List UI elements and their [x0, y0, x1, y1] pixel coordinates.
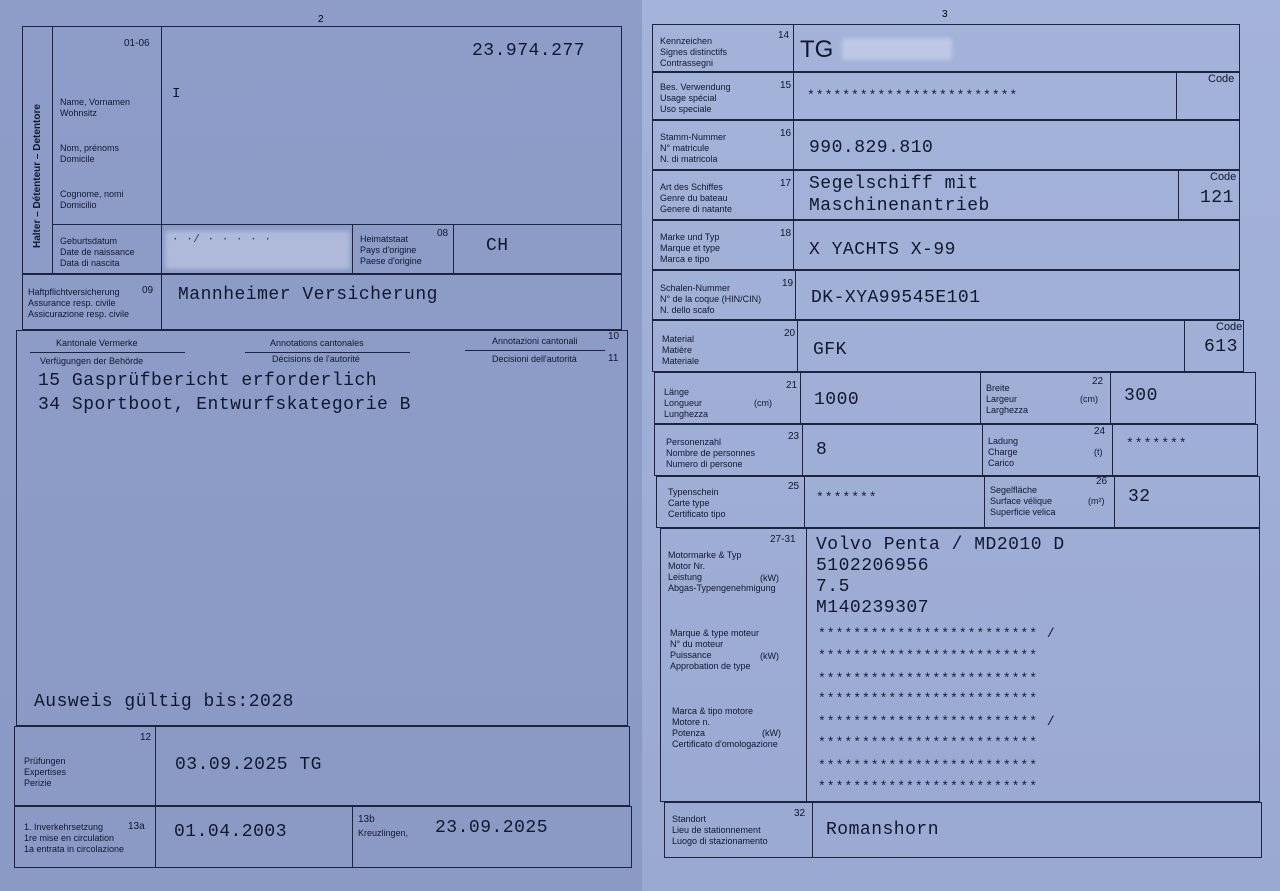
f19-num: 19: [782, 278, 794, 289]
f17-code-label: Code: [1210, 171, 1237, 183]
engine-divider: [806, 528, 807, 802]
authority-num: 11: [608, 353, 619, 364]
f20-code-label: Code: [1216, 321, 1243, 333]
f18-label-it: Marca e tipo: [660, 254, 710, 264]
f25-value: *******: [816, 490, 878, 505]
origin-value-divider: [453, 224, 454, 274]
f14-label-de: Kennzeichen: [660, 36, 713, 46]
f19-value: DK-XYA99545E101: [811, 288, 981, 308]
engine-power: 7.5: [816, 577, 850, 597]
origin-label-fr: Pays d'origine: [360, 245, 417, 255]
f25-num: 25: [788, 481, 800, 492]
domicilio-label: Domicilio: [60, 200, 97, 210]
field-18-divider: [793, 220, 794, 270]
cantonal-underline-fr: [245, 352, 410, 353]
f24-value: *******: [1126, 436, 1188, 451]
f14-redacted: [842, 38, 952, 60]
f21-num: 21: [786, 380, 798, 391]
f32-label-it: Luogo di stazionamento: [672, 836, 768, 846]
insurance-divider: [161, 274, 162, 330]
insurance-value: Mannheimer Versicherung: [178, 285, 438, 305]
f26-label-fr: Surface vélique: [990, 496, 1053, 506]
engine-label-it-power: Potenza: [672, 728, 706, 738]
authority-label-de: Verfügungen der Behörde: [40, 356, 144, 366]
f32-num: 32: [794, 808, 806, 819]
engine-label-it-approval: Certificato d'omologazione: [672, 739, 778, 749]
f17-code: 121: [1200, 188, 1234, 208]
f14-label-fr: Signes distinctifs: [660, 47, 728, 57]
f14-value: TG: [800, 36, 834, 63]
cantonal-label-de: Kantonale Vermerke: [56, 338, 138, 348]
f16-value: 990.829.810: [809, 138, 934, 158]
authority-label-it: Decisioni dell'autorità: [492, 354, 577, 364]
field-25-26-box: [656, 476, 1260, 528]
f16-label-fr: N° matricule: [660, 143, 710, 153]
cantonal-underline-de: [30, 352, 185, 353]
field-23-divider: [802, 424, 803, 476]
f26-label-de: Segelfläche: [990, 485, 1038, 495]
engine-stars-4: *************************: [818, 691, 1039, 706]
cantonal-label-fr: Annotations cantonales: [270, 338, 364, 348]
f24-label-de: Ladung: [988, 436, 1019, 446]
engine-label-de-number: Motor Nr.: [668, 561, 706, 571]
f15-value: ************************: [807, 88, 1019, 103]
field-26-label-divider: [984, 476, 985, 528]
holder-divider: [52, 26, 53, 274]
f20-num: 20: [784, 328, 796, 339]
f18-value: X YACHTS X-99: [809, 240, 956, 260]
engine-number: 5102206956: [816, 556, 930, 576]
inspection-label-fr: Expertises: [24, 767, 67, 777]
f17-value-line2: Maschinenantrieb: [809, 196, 990, 216]
f16-num: 16: [780, 128, 792, 139]
issue-num: 13b: [358, 814, 375, 825]
note-line-1: 15 Gasprüfbericht erforderlich: [38, 371, 378, 391]
field-26-divider: [1114, 476, 1115, 528]
field-22-divider: [1110, 372, 1111, 424]
insurance-label-de: Haftpflichtversicherung: [28, 287, 120, 297]
name-label-de: Name, Vornamen: [60, 97, 131, 107]
registration-number: 23.974.277: [472, 41, 586, 61]
name-label-residence: Wohnsitz: [60, 108, 97, 118]
field-15-code-divider: [1176, 72, 1177, 120]
f23-value: 8: [816, 440, 828, 460]
field-15-divider: [793, 72, 794, 120]
f19-label-fr: N° de la coque (HIN/CIN): [660, 294, 762, 304]
f32-label-de: Standort: [672, 814, 707, 824]
inspection-divider: [155, 726, 156, 806]
f22-label-it: Larghezza: [986, 405, 1029, 415]
field-20-divider: [797, 320, 798, 372]
engine-label-de-brand: Motormarke & Typ: [668, 550, 742, 560]
engine-label-it-number: Motore n.: [672, 717, 711, 727]
field-25-divider: [804, 476, 805, 528]
f21-unit: (cm): [754, 398, 772, 408]
f17-value-line1: Segelschiff mit: [809, 174, 979, 194]
f15-code-label: Code: [1208, 73, 1235, 85]
f20-label-de: Material: [662, 334, 695, 344]
field-32-divider: [812, 802, 813, 858]
f21-label-fr: Longueur: [664, 398, 703, 408]
f26-num: 26: [1096, 476, 1108, 487]
f32-value: Romanshorn: [826, 820, 940, 840]
f14-num: 14: [778, 30, 790, 41]
field-21-22-box: [654, 372, 1256, 424]
domicile-label: Domicile: [60, 154, 95, 164]
note-line-2: 34 Sportboot, Entwurfskategorie B: [38, 395, 411, 415]
birth-row-divider: [52, 224, 622, 225]
first-reg-label-it: 1a entrata in circolazione: [24, 844, 125, 854]
f14-label-it: Contrassegni: [660, 58, 714, 68]
validity-note: Ausweis gültig bis:2028: [34, 692, 294, 712]
first-reg-value: 01.04.2003: [174, 822, 288, 842]
origin-label-de: Heimatstaat: [360, 234, 409, 244]
engine-stars-8: *************************: [818, 779, 1039, 794]
inspection-value: 03.09.2025 TG: [175, 755, 322, 775]
f19-label-it: N. dello scafo: [660, 305, 715, 315]
field-21-divider: [800, 372, 801, 424]
holder-col-divider: [161, 26, 162, 274]
origin-value: CH: [486, 236, 509, 256]
f16-label-it: N. di matricola: [660, 154, 718, 164]
inspection-num: 12: [140, 732, 152, 743]
field-16-box: [652, 120, 1240, 170]
field-17-divider: [793, 170, 794, 220]
first-reg-divider: [155, 806, 156, 868]
f21-label-it: Lunghezza: [664, 409, 709, 419]
f15-label-it: Uso speciale: [660, 104, 712, 114]
inspection-label-de: Prüfungen: [24, 756, 66, 766]
first-reg-num: 13a: [128, 821, 145, 832]
engine-num: 27-31: [770, 534, 796, 545]
first-reg-label-de: 1. Inverkehrsetzung: [24, 822, 104, 832]
f23-num: 23: [788, 431, 800, 442]
birth-label-fr: Date de naissance: [60, 247, 135, 257]
issue-divider: [352, 806, 353, 868]
engine-unit-de: (kW): [760, 573, 779, 583]
f20-label-it: Materiale: [662, 356, 700, 366]
f17-label-fr: Genre du bateau: [660, 193, 728, 203]
engine-approval: M140239307: [816, 598, 930, 618]
engine-stars-2: *************************: [818, 648, 1039, 663]
f22-label-de: Breite: [986, 383, 1010, 393]
inspection-label-it: Perizie: [24, 778, 52, 788]
field-01-06-num: 01-06: [124, 38, 150, 49]
issue-place: Kreuzlingen,: [358, 828, 409, 838]
field-16-divider: [793, 120, 794, 170]
f22-label-fr: Largeur: [986, 394, 1018, 404]
engine-label-fr-approval: Approbation de type: [670, 661, 751, 671]
f26-value: 32: [1128, 487, 1151, 507]
f18-num: 18: [780, 228, 792, 239]
origin-label-it: Paese d'origine: [360, 256, 422, 266]
f25-label-it: Certificato tipo: [668, 509, 726, 519]
nom-label: Nom, prénoms: [60, 143, 120, 153]
field-22-label-divider: [980, 372, 981, 424]
engine-stars-5: ************************* /: [818, 714, 1056, 729]
cantonal-label-it: Annotazioni cantonali: [492, 336, 578, 346]
f17-label-de: Art des Schiffes: [660, 182, 723, 192]
insurance-label-fr: Assurance resp. civile: [28, 298, 116, 308]
insurance-label-it: Assicurazione resp. civile: [28, 309, 130, 319]
birth-label-it: Data di nascita: [60, 258, 120, 268]
f18-label-fr: Marque et type: [660, 243, 721, 253]
engine-stars-3: *************************: [818, 671, 1039, 686]
f24-unit: (t): [1094, 447, 1103, 457]
f26-unit: (m²): [1088, 496, 1105, 506]
f22-num: 22: [1092, 376, 1104, 387]
f19-label-de: Schalen-Nummer: [660, 283, 731, 293]
f25-label-fr: Carte type: [668, 498, 710, 508]
engine-label-fr-number: N° du moteur: [670, 639, 724, 649]
f15-label-de: Bes. Verwendung: [660, 82, 731, 92]
insurance-num: 09: [142, 285, 154, 296]
engine-label-fr-power: Puissance: [670, 650, 712, 660]
holder-name-initial: I: [172, 86, 181, 102]
f26-label-it: Superficie velica: [990, 507, 1056, 517]
f21-label-de: Länge: [664, 387, 690, 397]
f23-label-it: Numero di persone: [666, 459, 743, 469]
f24-num: 24: [1094, 426, 1106, 437]
field-20-code-divider: [1184, 320, 1185, 372]
page-number-right: 3: [942, 9, 948, 20]
f23-label-fr: Nombre de personnes: [666, 448, 756, 458]
f20-value: GFK: [813, 340, 847, 360]
authority-label-fr: Décisions de l'autorité: [272, 354, 360, 364]
f15-label-fr: Usage spécial: [660, 93, 717, 103]
f23-label-de: Personenzahl: [666, 437, 722, 447]
birth-date-value: · ·/ · · · · ·: [172, 234, 272, 246]
f17-label-it: Genere di natante: [660, 204, 733, 214]
field-24-label-divider: [982, 424, 983, 476]
origin-num: 08: [437, 228, 449, 239]
f22-unit: (cm): [1080, 394, 1098, 404]
engine-label-de-power: Leistung: [668, 572, 703, 582]
page-number-left: 2: [318, 14, 324, 25]
cognome-label: Cognome, nomi: [60, 189, 124, 199]
f32-label-fr: Lieu de stationnement: [672, 825, 761, 835]
engine-unit-it: (kW): [762, 728, 781, 738]
holder-vertical-label: Halter – Détenteur – Detentore: [32, 104, 43, 248]
field-19-divider: [795, 270, 796, 320]
field-20-box: [652, 320, 1244, 372]
f18-label-de: Marke und Typ: [660, 232, 720, 242]
f20-label-fr: Matière: [662, 345, 693, 355]
engine-stars-6: *************************: [818, 735, 1039, 750]
f16-label-de: Stamm-Nummer: [660, 132, 727, 142]
f21-value: 1000: [814, 390, 860, 410]
cantonal-underline-it: [465, 350, 605, 351]
f20-code: 613: [1204, 337, 1238, 357]
engine-brand-type: Volvo Penta / MD2010 D: [816, 535, 1065, 555]
birth-label-de: Geburtsdatum: [60, 236, 118, 246]
engine-stars-1: ************************* /: [818, 626, 1056, 641]
f22-value: 300: [1124, 386, 1158, 406]
f15-num: 15: [780, 80, 792, 91]
engine-label-de-approval: Abgas-Typengenehmigung: [668, 583, 776, 593]
engine-label-fr-brand: Marque & type moteur: [670, 628, 760, 638]
field-14-divider: [793, 24, 794, 72]
inspection-section: [14, 726, 630, 806]
issue-date: 23.09.2025: [435, 818, 549, 838]
cantonal-num: 10: [608, 331, 620, 342]
f24-label-fr: Charge: [988, 447, 1018, 457]
field-24-divider: [1112, 424, 1113, 476]
field-17-code-divider: [1178, 170, 1179, 220]
engine-stars-7: *************************: [818, 758, 1039, 773]
f25-label-de: Typenschein: [668, 487, 719, 497]
f24-label-it: Carico: [988, 458, 1015, 468]
origin-divider: [352, 224, 353, 274]
first-reg-label-fr: 1re mise en circulation: [24, 833, 115, 843]
f17-num: 17: [780, 178, 792, 189]
right-page: [642, 0, 1280, 891]
engine-unit-fr: (kW): [760, 651, 779, 661]
engine-label-it-brand: Marca & tipo motore: [672, 706, 754, 716]
